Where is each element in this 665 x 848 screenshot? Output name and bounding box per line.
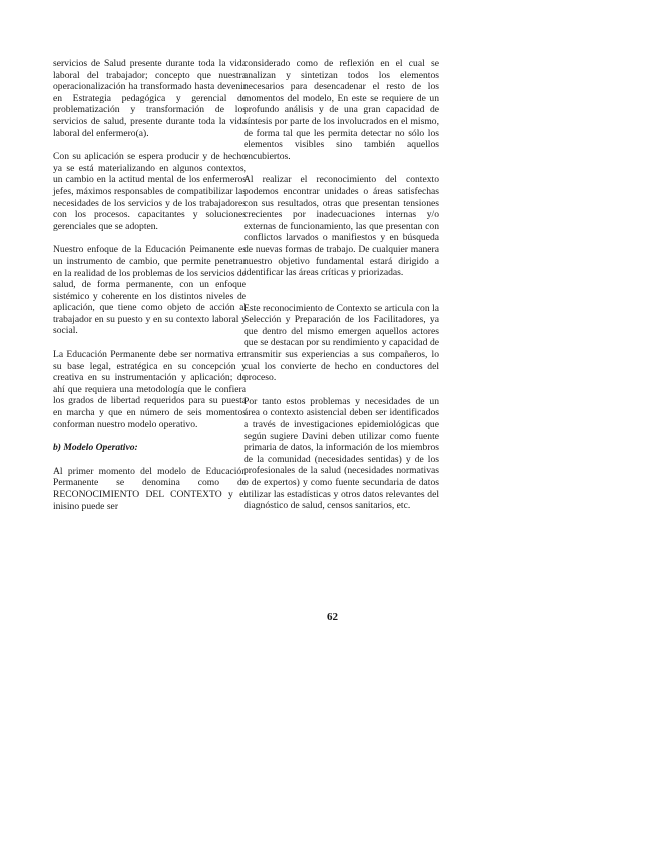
paragraph: servicios de Salud presente durante toda la vida laboral del trabajador; concepto que nuestra operacionalización ha transformado hasta devenir en Estrategia pedagógica y gerencial de problematización y transformación de los servicios de salud, presente durante toda la vida laboral del enfermero(a). [53, 58, 246, 139]
paragraph: Por tanto estos problemas y necesidades de un área o contexto asistencial deben ser identificados a través de investigaciones epidemiológicas que según sugiere Davini deben utilizar como fuente primaria de datos, la información de los miembros de la comunidad (necesidades sentidas) y de los profesionales de la salud (necesidades normativas o de expertos) y como fuente secundaria de datos utilizar las estadísticas y otros datos relevantes del diagnóstico de salud, censos sanitarios, etc. [244, 395, 439, 512]
page-number: 62 [327, 611, 338, 623]
paragraph: Este reconocimiento de Contexto se articula con la Selección y Preparación de los Facilitadores, ya que dentro del mismo emergen aquellos actores que se destacan por su rendimiento y capacidad de transmitir sus experiencias a sus compañeros, lo cual los convierte de hecho en conductores del proceso. [244, 302, 439, 384]
paragraph: considerado como de reflexión en el cual se analizan y sintetizan todos los elementos necesarios para desencadenar el resto de los momentos del modelo, En este se requiere de un profundo análisis y de una gran capacidad de síntesis por parte de los involucrados en el mismo, de forma tal que les permita detectar no sólo los elementos visibles sino también aquellos encubiertos. [244, 58, 439, 162]
paragraph: Con su aplicación se espera producir y de hecho ya se está materializando en algunos contextos, un cambio en la actitud mental de los enfermeros jefes, máximos responsables de compatibilizar las necesidades de los servicios y de los trabajadores con los procesos. capacitantes y soluciones gerenciales que se adopten. [53, 151, 246, 232]
paragraph: Al primer momento del modelo de Educación Permanente se denomina como de RECONOCIMIENTO DEL CONTEXTO y el inisino puede ser [53, 465, 246, 512]
paragraph: Al realizar el reconocimiento del contexto podemos encontrar unidades o áreas satisfechas con sus resultados, otras que presentan tensiones crecientes por inadecuaciones internas y/o externas de funcionamiento, las que presentan con conflictos larvados o manifiestos y en búsqueda de nuevas formas de trabajo. De cualquier manera nuestro objetivo fundamental estará dirigido a identificar las áreas críticas y priorizadas. [244, 174, 439, 279]
section-heading: b) Modelo Operativo: [53, 442, 138, 454]
left-column [53, 58, 246, 512]
right-column [244, 58, 439, 512]
paragraph: Nuestro enfoque de la Educación Peimanente es un instrumento de cambio, que permite penetrar en la realidad de los problemas de los servicios de salud, de forma permanente, con un enfoque sistémico y coherente en los distintos niveles de aplicación, que tiene como objeto de acción al trabajador en su puesto y en su contexto laboral y social. [53, 244, 246, 337]
paragraph: La Educación Permanente debe ser normativa en su base legal, estratégica en su concepción y creativa en su instrumentación y aplicación; de ahí que requiera una metodología que le confiera los grados de libertad requeridos para su puesta en marcha y que en número de seis momentos conforman nuestro modelo operativo. [53, 349, 246, 430]
